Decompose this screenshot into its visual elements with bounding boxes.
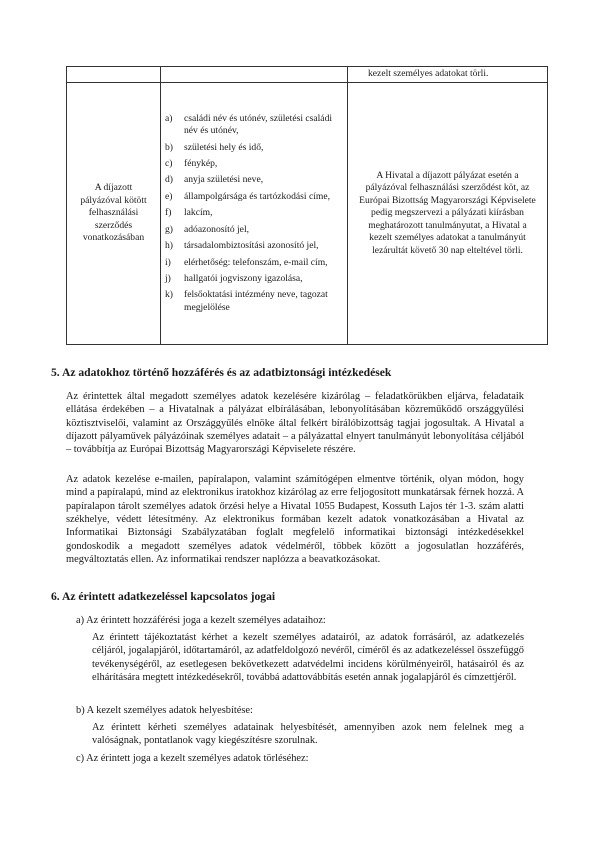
list-item bbox=[165, 240, 339, 252]
list-item-marker: a) bbox=[165, 112, 173, 124]
list-item bbox=[165, 174, 339, 186]
list-item-marker: d) bbox=[165, 174, 173, 186]
list-item bbox=[165, 113, 339, 138]
subsection-b-heading: b) A kezelt személyes adatok helyesbítése: bbox=[76, 705, 253, 716]
table-row-header bbox=[67, 83, 161, 345]
retention-text: A Hivatal a díjazott pályázat esetén a pályázóval felhasználási szerződést köt, az Európai Bizottság Magyarországi Képviselete pedig megszervezi a pályázati kiírásban meghatározott tanulmányutat, a Hivatal a kezelt személyes adatokat a tanulmányút lezárultát követő 30 nap elteltével törli. bbox=[359, 170, 536, 256]
data-retention-table bbox=[66, 66, 548, 345]
list-item-marker: i) bbox=[165, 256, 171, 268]
list-item bbox=[165, 191, 339, 203]
list-item-text: anyja születési neve, bbox=[184, 174, 264, 186]
subsection-a-text: Az érintett tájékoztatást kérhet a kezelt személyes adatairól, az adatok forrásáról, az adatkezelés céljáról, jogalapjáról, időtartamáról, az adatfeldolgozó nevéről, címéről és az adatkezeléssel összefüggő tevékenységéről, az esetlegesen bekövetkezett adatvédelmi incidens körülményeiről, hatásairól és az elhárítására megtett intézkedésekről, továbbá adattovábbítás esetén annak jogalapjáról és címzettjéről. bbox=[92, 632, 524, 684]
list-item-marker: b) bbox=[165, 141, 173, 153]
list-item-marker: k) bbox=[165, 289, 173, 301]
list-item-text: lakcím, bbox=[184, 207, 213, 219]
list-item bbox=[165, 207, 339, 219]
list-item bbox=[165, 224, 339, 236]
subsection-a-heading: a) Az érintett hozzáférési joga a kezelt személyes adataihoz: bbox=[76, 615, 326, 626]
list-item-text: hallgatói jogviszony igazolása, bbox=[184, 272, 303, 284]
list-item-text: fénykép, bbox=[184, 158, 218, 170]
list-item bbox=[165, 142, 339, 154]
personal-data-list bbox=[161, 110, 347, 317]
table-row bbox=[67, 83, 548, 345]
table-cell-retention-cont: kezelt személyes adatokat törli. bbox=[348, 67, 548, 83]
section-5-paragraph-2: Az adatok kezelése e-mailen, papíralapon, valamint számítógépen elmentve történik, olyan módon, hogy mind a papíralapú, mind az elektronikus iratokhoz kizárólag az erre feljogosított munkatársak férnek hozzá. A papíralapon tárolt személyes adatok őrzési helye a Hivatal 1055 Budapest, Kossuth Lajos tér 1-3. szám alatti székhelye, védett létesítmény. Az elektronikus formában kezelt adatok vonatkozásában a Hivatal az Informatikai Biztonsági Szabályzatában foglalt megfelelő informatikai biztonsági intézkedésekkel gondoskodik a megadott személyes adatok védelméről, többek között a jogosulatlan hozzáférés, megváltoztatás ellen. Az informatikai rendszer naplózza a beavatkozásokat. bbox=[66, 474, 524, 566]
subsection-c-heading: c) Az érintett joga a kezelt személyes adatok törléséhez: bbox=[76, 753, 309, 764]
table-cell-retention bbox=[348, 83, 548, 345]
list-item-text: elérhetőség: telefonszám, e-mail cím, bbox=[184, 256, 328, 268]
list-item-marker: g) bbox=[165, 223, 173, 235]
table-cell-data-list bbox=[161, 83, 348, 345]
list-item-text: felsőoktatási intézmény neve, tagozat megjelölése bbox=[184, 289, 328, 313]
list-item-text: állampolgársága és tartózkodási címe, bbox=[184, 190, 330, 202]
list-item bbox=[165, 158, 339, 170]
list-item bbox=[165, 273, 339, 285]
list-item-marker: e) bbox=[165, 190, 173, 202]
list-item bbox=[165, 289, 339, 314]
list-item-text: családi név és utónév, születési családi név és utónév, bbox=[184, 112, 333, 137]
list-item bbox=[165, 257, 339, 269]
list-item-marker: h) bbox=[165, 240, 173, 252]
subsection-b-text: Az érintett kérheti személyes adatainak helyesbítését, amennyiben azok nem felelnek meg a valóságnak, pontatlanok vagy kiegészítésre szorulnak. bbox=[92, 722, 524, 747]
table-cell-empty bbox=[67, 67, 161, 83]
table-row bbox=[67, 67, 548, 83]
list-item-text: társadalombiztosítási azonosító jel, bbox=[184, 240, 319, 252]
row-header-text: A díjazott pályázóval kötött felhasználási szerződés vonatkozásában bbox=[80, 182, 147, 244]
list-item-text: születési hely és idő, bbox=[184, 141, 264, 153]
list-item-marker: f) bbox=[165, 207, 172, 219]
list-item-text: adóazonosító jel, bbox=[184, 223, 250, 235]
table-cell-empty bbox=[161, 67, 348, 83]
section-6-title: 6. Az érintett adatkezeléssel kapcsolatos jogai bbox=[51, 590, 276, 603]
list-item-marker: j) bbox=[165, 272, 171, 284]
section-5-paragraph-1: Az érintettek által megadott személyes adatok kezelésére kizárólag – feladatkörükben eljárva, feladataik ellátása érdekében – a Hivatalnak a pályázat elbírálásában, lebonyolításában közreműködő országgyűlési köztisztviselői, valamint az Országgyűlés elnöke által felkért bírálóbizottság tagjai jogosultak. A Hivatal a díjazott pályaművek pályázóinak személyes adatait – a pályázattal elnyert tanulmányút lebonyolítása céljából – továbbítja az Európai Bizottság Magyarországi Képviselete részére. bbox=[66, 391, 524, 456]
section-5-title: 5. Az adatokhoz történő hozzáférés és az adatbiztonsági intézkedések bbox=[51, 366, 392, 379]
list-item-marker: c) bbox=[165, 158, 173, 170]
